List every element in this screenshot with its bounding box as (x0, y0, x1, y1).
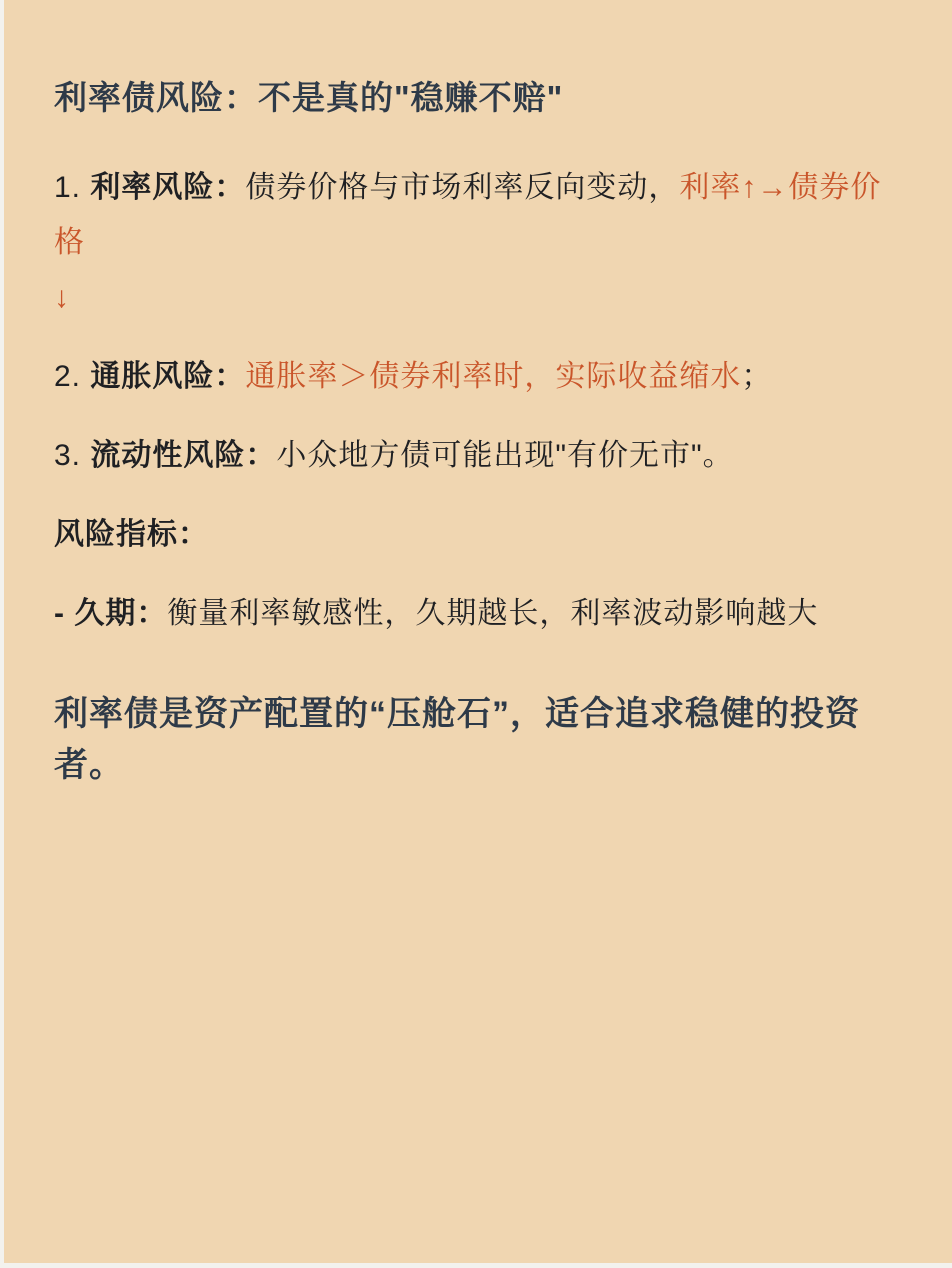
indicator-text: 衡量利率敏感性，久期越长，利率波动影响越大 (167, 596, 819, 630)
page-title: 利率债风险：不是真的"稳赚不赔" (54, 79, 564, 116)
risk-item-liquidity (54, 428, 896, 483)
item-label: 利率风险： (90, 170, 246, 204)
item-tail: ； (741, 359, 773, 393)
item-number: 2. (54, 359, 91, 393)
conclusion-text: 利率债是资产配置的“压舱石”，适合追求稳健的投资者。 (54, 694, 860, 784)
item-number: 3. (54, 438, 91, 472)
indicator-item-duration (54, 586, 896, 641)
item-number: 1. (54, 170, 91, 204)
item-highlight: 通胀率＞债券利率时，实际收益缩水 (245, 359, 742, 393)
item-text: 债券价格与市场利率反向变动， (245, 170, 680, 204)
item-label: 通胀风险： (90, 359, 246, 393)
risk-item-inflation (54, 349, 896, 404)
risk-indicator-heading: 风险指标： (54, 517, 209, 551)
indicator-label: 久期： (74, 596, 168, 630)
bullet-dash: - (54, 596, 75, 630)
risk-item-interest-rate (54, 160, 896, 325)
item-highlight: 利率↑→债券价格 (54, 170, 882, 259)
item-text: 小众地方债可能出现"有价无市"。 (276, 438, 734, 472)
down-arrow-icon: ↓ (54, 280, 70, 314)
item-label: 流动性风险： (90, 438, 277, 472)
